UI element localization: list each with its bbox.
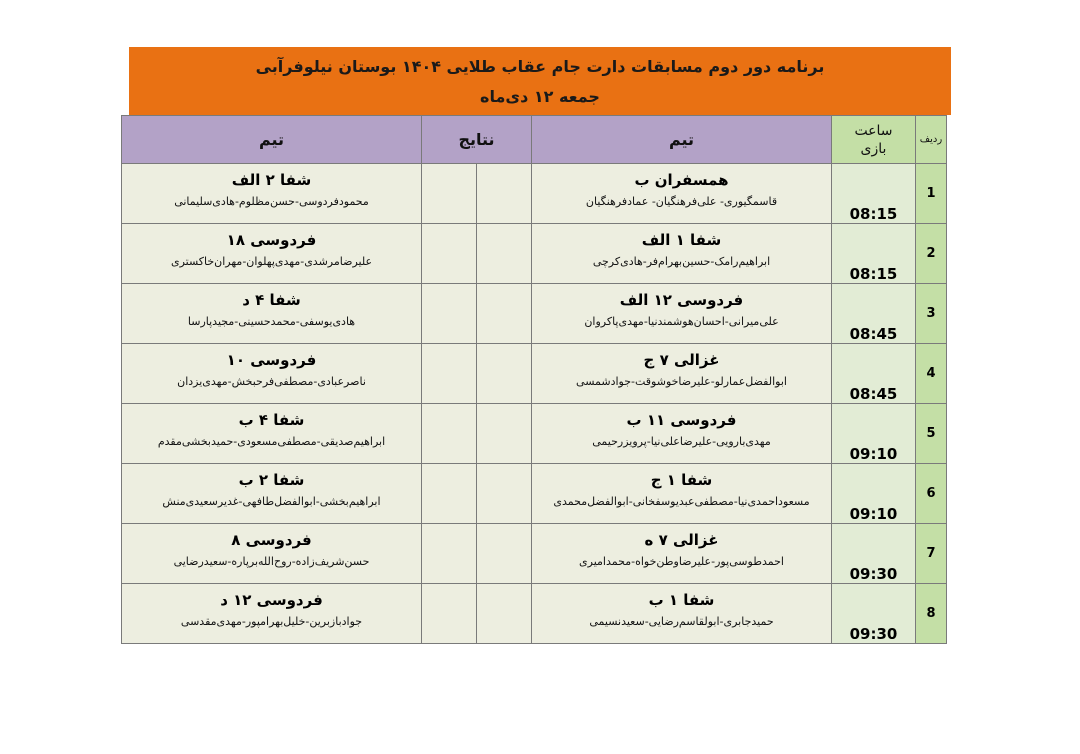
- title-banner: [129, 47, 951, 115]
- away-team-players: علیرضامرشدی-مهدی‌پهلوان-مهران‌خاکستری: [170, 255, 373, 268]
- away-team-name: شفا ۴ ب: [238, 411, 305, 429]
- away-team-cell: [122, 584, 422, 644]
- home-team-cell: [532, 344, 832, 404]
- page-title: برنامه دور دوم مسابقات دارت جام عقاب طلایی ۱۴۰۴ بوستان نیلوفرآبی: [255, 57, 825, 76]
- results-header: نتایج: [422, 116, 532, 164]
- row-number-header: ردیف: [916, 116, 947, 164]
- match-time-value: 08:45: [849, 385, 898, 403]
- match-row: [122, 464, 947, 524]
- away-team-name: شفا ۴ د: [242, 291, 301, 309]
- match-row: [122, 584, 947, 644]
- away-team-name: فردوسی ۱۲ د: [220, 591, 323, 609]
- row-number: 5: [916, 404, 947, 464]
- home-team-cell: [532, 224, 832, 284]
- match-row: [122, 404, 947, 464]
- away-team-players: حسن‌شریف‌زاده-روح‌الله‌برپاره-سعیدرضایی: [173, 555, 370, 568]
- away-result-cell: [422, 404, 477, 464]
- away-team-name: فردوسی ۱۰: [226, 351, 317, 369]
- match-time-value: 09:30: [849, 565, 898, 583]
- match-time: [832, 164, 916, 224]
- match-rows: [122, 164, 947, 644]
- away-team-name: فردوسی ۸: [231, 531, 312, 549]
- away-team-cell: [122, 404, 422, 464]
- match-time-value: 08:45: [849, 325, 898, 343]
- home-team-cell: [532, 404, 832, 464]
- home-team-players: ابوالفضل‌عمارلو-علیرضاخوشوقت-جوادشمسی: [576, 375, 787, 388]
- home-team-cell: [532, 524, 832, 584]
- away-team-cell: [122, 284, 422, 344]
- match-time: [832, 224, 916, 284]
- away-team-cell: [122, 164, 422, 224]
- away-team-cell: [122, 344, 422, 404]
- match-time-header-line2: بازی: [860, 140, 887, 157]
- home-result-cell: [477, 464, 532, 524]
- away-team-name: فردوسی ۱۸: [226, 231, 317, 249]
- match-time: [832, 404, 916, 464]
- home-team-name: فردوسی ۱۲ الف: [619, 291, 744, 309]
- home-result-cell: [477, 164, 532, 224]
- row-number: 3: [916, 284, 947, 344]
- match-time: [832, 464, 916, 524]
- schedule-table: [121, 115, 947, 644]
- home-result-cell: [477, 584, 532, 644]
- away-team-name: شفا ۲ ب: [238, 471, 305, 489]
- match-time-value: 09:10: [849, 505, 898, 523]
- match-row: [122, 284, 947, 344]
- home-result-cell: [477, 344, 532, 404]
- page-date: جمعه ۱۲ دی‌ماه: [480, 87, 600, 106]
- home-team-players: احمدطوسی‌پور-علیرضاوطن‌خواه-محمدامیری: [579, 555, 784, 568]
- home-team-players: قاسمگیوری- علی‌فرهنگیان- عمادفرهنگیان: [585, 195, 778, 208]
- home-team-name: همسفران ب: [634, 171, 729, 189]
- away-result-cell: [422, 224, 477, 284]
- away-result-cell: [422, 344, 477, 404]
- team-header: تیم: [532, 116, 832, 164]
- away-result-cell: [422, 464, 477, 524]
- away-result-cell: [422, 284, 477, 344]
- match-row: [122, 164, 947, 224]
- row-number: 4: [916, 344, 947, 404]
- home-team-name: غزالی ۷ ج: [643, 351, 720, 369]
- match-time: [832, 524, 916, 584]
- row-number: 6: [916, 464, 947, 524]
- row-number: 7: [916, 524, 947, 584]
- away-team-players: ابراهیم‌صدیقی-مصطفی‌مسعودی-حمیدبخشی‌مقدم: [157, 435, 386, 448]
- match-time-value: 09:10: [849, 445, 898, 463]
- away-team-name: شفا ۲ الف: [231, 171, 312, 189]
- row-number: 2: [916, 224, 947, 284]
- match-time-value: 08:15: [849, 265, 898, 283]
- match-time-header-line1: ساعت: [854, 122, 893, 139]
- away-team-cell: [122, 464, 422, 524]
- away-team-players: ناصرعبادی-مصطفی‌فرحبخش-مهدی‌یزدان: [177, 375, 366, 388]
- match-time: [832, 284, 916, 344]
- opponent-team-header: تیم: [122, 116, 422, 164]
- home-result-cell: [477, 284, 532, 344]
- away-team-players: محمودفردوسی-حسن‌مظلوم-هادی‌سلیمانی: [174, 195, 369, 208]
- home-team-cell: [532, 284, 832, 344]
- home-team-name: شفا ۱ الف: [641, 231, 722, 249]
- home-team-cell: [532, 464, 832, 524]
- away-team-players: جوادبازبرین-خلیل‌بهرامپور-مهدی‌مقدسی: [180, 615, 363, 628]
- away-result-cell: [422, 584, 477, 644]
- match-row: [122, 524, 947, 584]
- match-row: [122, 344, 947, 404]
- home-result-cell: [477, 224, 532, 284]
- away-team-players: ابراهیم‌بخشی-ابوالفضل‌طافهی-غدیرسعیدی‌منش: [162, 495, 381, 508]
- home-team-players: مسعوداحمدی‌نیا-مصطفی‌عبدیوسفخانی-ابوالفضل‌محمدی: [553, 495, 810, 508]
- home-result-cell: [477, 404, 532, 464]
- row-number: 8: [916, 584, 947, 644]
- match-time-value: 08:15: [849, 205, 898, 223]
- away-team-cell: [122, 224, 422, 284]
- home-team-name: غزالی ۷ ه: [644, 531, 719, 549]
- match-row: [122, 224, 947, 284]
- home-team-players: مهدی‌بارویی-علیرضاعلی‌نیا-پرویزرحیمی: [592, 435, 771, 448]
- home-team-players: حمیدجابری-ابولقاسم‌رضایی-سعیدنسیمی: [589, 615, 774, 628]
- home-team-players: علی‌میرانی-احسان‌هوشمندنیا-مهدی‌پاکروان: [584, 315, 779, 328]
- home-result-cell: [477, 524, 532, 584]
- away-result-cell: [422, 524, 477, 584]
- away-team-players: هادی‌یوسفی-محمدحسینی-مجیدپارسا: [187, 315, 356, 328]
- home-team-cell: [532, 584, 832, 644]
- home-team-name: فردوسی ۱۱ ب: [626, 411, 737, 429]
- match-time: [832, 584, 916, 644]
- away-result-cell: [422, 164, 477, 224]
- row-number: 1: [916, 164, 947, 224]
- home-team-name: شفا ۱ ب: [648, 591, 715, 609]
- home-team-cell: [532, 164, 832, 224]
- away-team-cell: [122, 524, 422, 584]
- home-team-players: ابراهیم‌رامک-حسین‌بهرام‌فر-هادی‌کرچی: [592, 255, 771, 268]
- match-time-value: 09:30: [849, 625, 898, 643]
- match-time-header: [832, 116, 916, 164]
- home-team-name: شفا ۱ ج: [650, 471, 713, 489]
- header-row: [122, 116, 947, 164]
- match-time: [832, 344, 916, 404]
